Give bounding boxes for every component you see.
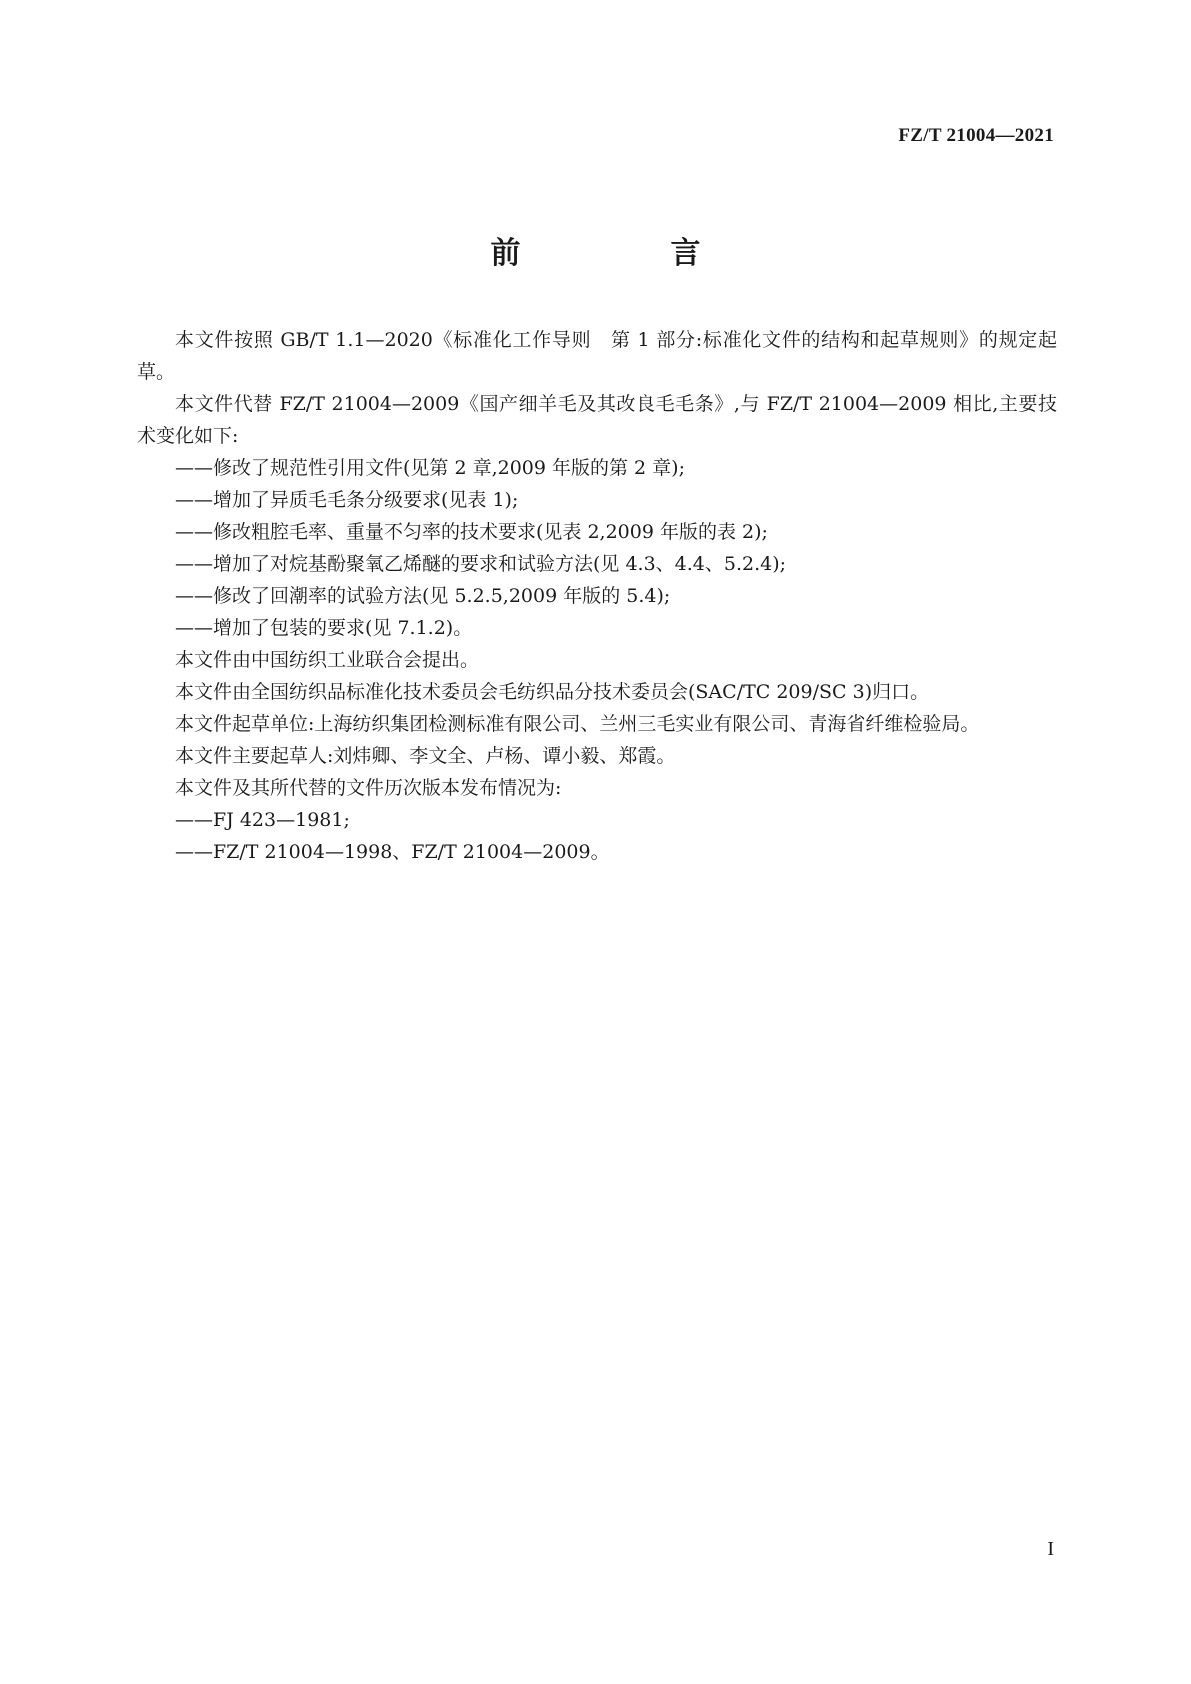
paragraph-history-intro: 本文件及其所代替的文件历次版本发布情况为: [175,777,562,799]
paragraph-drafting-units: 本文件起草单位:上海纺织集团检测标准有限公司、兰州三毛实业有限公司、青海省纤维检验局。 [175,713,980,735]
list-item-change: ——增加了对烷基酚聚氧乙烯醚的要求和试验方法(见 4.3、4.4、5.2.4); [175,553,787,575]
paragraph-proposer: 本文件由中国纺织工业联合会提出。 [175,649,480,671]
page-title: 前 言 [490,236,761,271]
paragraph-drafting-rules: 本文件按照 GB/T 1.1—2020《标准化工作导则 第 1 部分:标准化文件的结构和起草规则》的规定起草。 [137,329,1057,383]
foreword-body [137,324,1057,868]
list-item-change: ——修改了回潮率的试验方法(见 5.2.5,2009 年版的 5.4); [175,585,671,607]
list-item-history: ——FZ/T 21004—1998、FZ/T 21004—2009。 [175,841,610,863]
paragraph-drafters: 本文件主要起草人:刘炜卿、李文全、卢杨、谭小毅、郑霞。 [175,745,676,767]
page-number: I [1047,1538,1054,1560]
list-item-change: ——修改了规范性引用文件(见第 2 章,2009 年版的第 2 章); [175,457,685,479]
paragraph-committee: 本文件由全国纺织品标准化技术委员会毛纺织品分技术委员会(SAC/TC 209/SC 3)归口。 [175,681,930,703]
list-item-change: ——增加了异质毛毛条分级要求(见表 1); [175,489,519,511]
list-item-history: ——FJ 423—1981; [175,809,350,831]
paragraph-replacement: 本文件代替 FZ/T 21004—2009《国产细羊毛及其改良毛毛条》,与 FZ/T 21004—2009 相比,主要技术变化如下: [137,393,1057,447]
list-item-change: ——修改粗腔毛率、重量不匀率的技术要求(见表 2,2009 年版的表 2); [175,521,768,543]
list-item-change: ——增加了包装的要求(见 7.1.2)。 [175,617,473,639]
standard-code: FZ/T 21004—2021 [898,125,1054,146]
